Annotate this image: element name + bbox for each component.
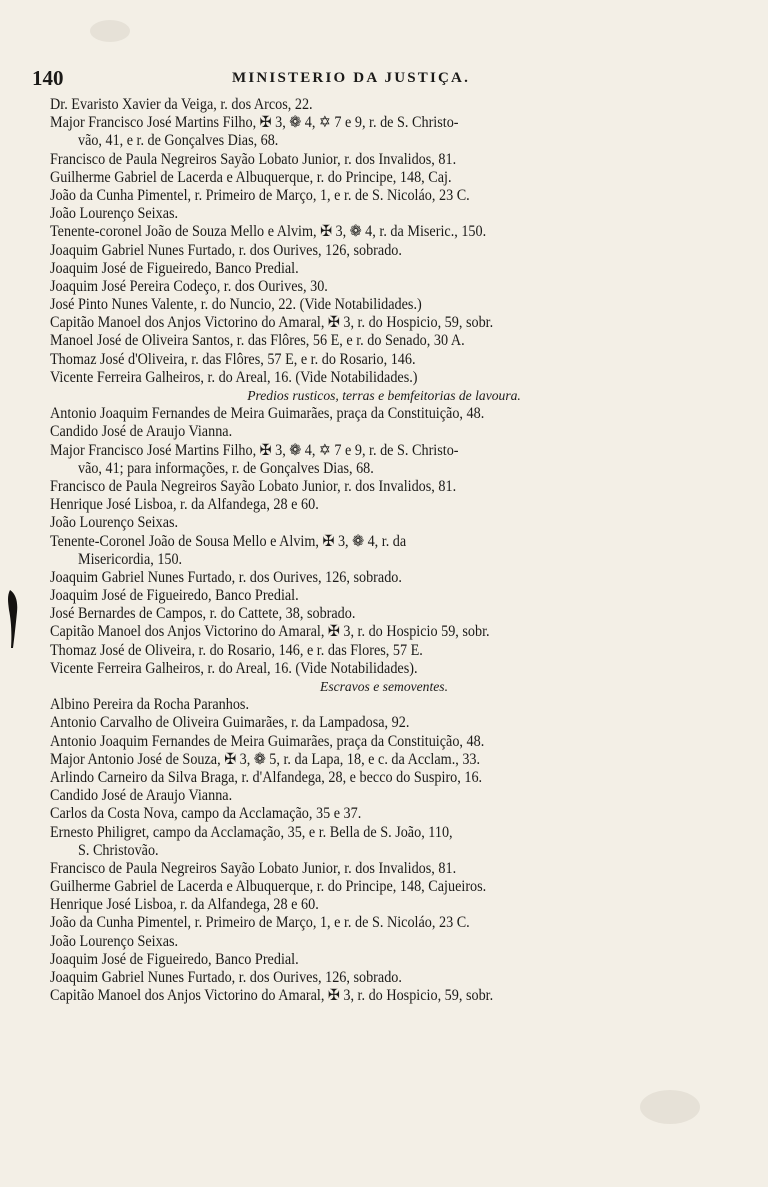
- directory-entry: [0, 151, 768, 169]
- directory-entry: [0, 860, 768, 878]
- directory-entry: [0, 660, 768, 678]
- entry-line: Joaquim Gabriel Nunes Furtado, r. dos Ourives, 126, sobrado.: [50, 568, 402, 586]
- directory-entry: [0, 733, 768, 751]
- entry-line: Thomaz José de Oliveira, r. do Rosario, 146, e r. das Flores, 57 E.: [50, 641, 423, 659]
- directory-entry: [0, 296, 768, 314]
- entry-line: José Bernardes de Campos, r. do Cattete, 38, sobrado.: [50, 605, 356, 623]
- entry-line: Francisco de Paula Negreiros Sayão Lobato Junior, r. dos Invalidos, 81.: [50, 477, 457, 495]
- directory-entry: [0, 114, 768, 150]
- entry-line: Capitão Manoel dos Anjos Victorino do Amaral, ✠ 3, r. do Hospicio, 59, sobr.: [50, 314, 494, 332]
- entry-line: José Pinto Nunes Valente, r. do Nuncio, 22. (Vide Notabilidades.): [50, 296, 422, 314]
- directory-entry: [0, 969, 768, 987]
- directory-entry: [0, 896, 768, 914]
- directory-entry: [0, 496, 768, 514]
- entry-line: Major Francisco José Martins Filho, ✠ 3, ❁ 4, ✡ 7 e 9, r. de S. Christo-: [50, 441, 459, 459]
- entry-line: João Lourenço Seixas.: [50, 205, 179, 223]
- entry-line: Thomaz José d'Oliveira, r. das Flôres, 57 E, e r. do Rosario, 146.: [50, 350, 416, 368]
- entry-line: Henrique José Lisboa, r. da Alfandega, 28 e 60.: [50, 496, 319, 514]
- directory-entry: [0, 587, 768, 605]
- directory-entry: [0, 987, 768, 1005]
- ink-blot: [6, 588, 22, 650]
- directory-entry: [0, 769, 768, 787]
- entry-line: Major Francisco José Martins Filho, ✠ 3, ❁ 4, ✡ 7 e 9, r. de S. Christo-: [50, 114, 459, 132]
- entry-line: Henrique José Lisboa, r. da Alfandega, 28 e 60.: [50, 896, 319, 914]
- entry-line: Antonio Joaquim Fernandes de Meira Guimarães, praça da Constituição, 48.: [50, 732, 485, 750]
- entry-line: Joaquim José de Figueiredo, Banco Predial.: [50, 259, 299, 277]
- page-header: [32, 66, 712, 92]
- directory-entry: [0, 187, 768, 205]
- directory-entry: [0, 351, 768, 369]
- directory-entry: [0, 405, 768, 423]
- directory-entry: [0, 805, 768, 823]
- paper-stain: [640, 1090, 700, 1124]
- section-title: Escravos e semoventes.: [320, 679, 448, 694]
- directory-entry: [0, 623, 768, 641]
- entry-line: Guilherme Gabriel de Lacerda e Albuquerque, r. do Principe, 148, Cajueiros.: [50, 878, 487, 896]
- directory-entry: [0, 369, 768, 387]
- entry-line: Guilherme Gabriel de Lacerda e Albuquerque, r. do Principe, 148, Caj.: [50, 168, 452, 186]
- directory-entry: [0, 169, 768, 187]
- directory-entry: [0, 533, 768, 569]
- directory-entry: [0, 878, 768, 896]
- entry-line: Albino Pereira da Rocha Paranhos.: [50, 696, 250, 714]
- directory-entry: [0, 605, 768, 623]
- entry-line: Tenente-coronel João de Souza Mello e Alvim, ✠ 3, ❁ 4, r. da Miseric., 150.: [50, 223, 487, 241]
- page-number: 140: [32, 66, 64, 90]
- entry-line: Antonio Joaquim Fernandes de Meira Guimarães, praça da Constituição, 48.: [50, 405, 485, 423]
- directory-entry: [0, 751, 768, 769]
- entry-line: Joaquim José de Figueiredo, Banco Predial.: [50, 950, 299, 968]
- entry-line: Candido José de Araujo Vianna.: [50, 787, 233, 805]
- directory-entry: [0, 824, 768, 860]
- entry-line: Tenente-Coronel João de Sousa Mello e Alvim, ✠ 3, ❁ 4, r. da: [50, 532, 407, 550]
- paper-stain: [90, 20, 130, 42]
- entry-line: Joaquim Gabriel Nunes Furtado, r. dos Ourives, 126, sobrado.: [50, 969, 402, 986]
- directory-entry: [0, 714, 768, 732]
- entry-line: Ernesto Philigret, campo da Acclamação, 35, e r. Bella de S. João, 110,: [50, 823, 453, 841]
- entry-line: Capitão Manoel dos Anjos Victorino do Amaral, ✠ 3, r. do Hospicio 59, sobr.: [50, 623, 490, 641]
- directory-entry: [0, 332, 768, 350]
- entry-continuation-line: vão, 41; para informações, r. de Gonçalves Dias, 68.: [78, 459, 374, 477]
- entry-line: Candido José de Araujo Vianna.: [50, 423, 233, 441]
- entry-line: João Lourenço Seixas.: [50, 514, 179, 532]
- entry-line: João Lourenço Seixas.: [50, 932, 179, 950]
- entry-line: Dr. Evaristo Xavier da Veiga, r. dos Arcos, 22.: [50, 96, 313, 113]
- running-head: MINISTERIO DA JUSTIÇA.: [232, 70, 471, 86]
- entry-line: João da Cunha Pimentel, r. Primeiro de Março, 1, e r. de S. Nicoláo, 23 C.: [50, 186, 470, 204]
- entry-line: Antonio Carvalho de Oliveira Guimarães, r. da Lampadosa, 92.: [50, 714, 410, 732]
- directory-entry: [0, 478, 768, 496]
- directory-entry: [0, 569, 768, 587]
- entry-line: Major Antonio José de Souza, ✠ 3, ❁ 5, r. da Lapa, 18, e c. da Acclam., 33.: [50, 750, 481, 768]
- directory-entry: [0, 96, 768, 114]
- directory-entry: [0, 787, 768, 805]
- directory-entry: [0, 914, 768, 932]
- entry-line: Francisco de Paula Negreiros Sayão Lobato Junior, r. dos Invalidos, 81.: [50, 150, 457, 168]
- directory-entry: [0, 696, 768, 714]
- entry-line: Manoel José de Oliveira Santos, r. das Flôres, 56 E, e r. do Senado, 30 A.: [50, 332, 465, 350]
- directory-entry: [0, 933, 768, 951]
- directory-entry: [0, 205, 768, 223]
- entry-continuation-line: Misericordia, 150.: [78, 550, 183, 568]
- directory-entry: [0, 278, 768, 296]
- directory-entry: [0, 260, 768, 278]
- directory-listing: [0, 96, 768, 1005]
- directory-entry: [0, 951, 768, 969]
- entry-line: Francisco de Paula Negreiros Sayão Lobato Junior, r. dos Invalidos, 81.: [50, 859, 457, 877]
- entry-continuation-line: vão, 41, e r. de Gonçalves Dias, 68.: [78, 132, 279, 150]
- directory-entry: [0, 242, 768, 260]
- entry-line: Vicente Ferreira Galheiros, r. do Areal, 16. (Vide Notabilidades).: [50, 659, 418, 677]
- section-title: Predios rusticos, terras e bemfeitorias de lavoura.: [247, 388, 521, 403]
- entry-line: Arlindo Carneiro da Silva Braga, r. d'Alfandega, 28, e becco do Suspiro, 16.: [50, 768, 483, 786]
- entry-line: Joaquim Gabriel Nunes Furtado, r. dos Ourives, 126, sobrado.: [50, 241, 402, 259]
- directory-entry: [0, 314, 768, 332]
- entry-line: Capitão Manoel dos Anjos Victorino do Amaral, ✠ 3, r. do Hospicio, 59, sobr.: [50, 987, 494, 1005]
- entry-line: Joaquim José Pereira Codeço, r. dos Ourives, 30.: [50, 277, 328, 295]
- entry-line: Vicente Ferreira Galheiros, r. do Areal, 16. (Vide Notabilidades.): [50, 368, 418, 386]
- directory-entry: [0, 442, 768, 478]
- directory-entry: [0, 642, 768, 660]
- entry-line: Carlos da Costa Nova, campo da Acclamação, 35 e 37.: [50, 805, 362, 823]
- entry-continuation-line: S. Christovão.: [78, 841, 159, 859]
- directory-entry: [0, 423, 768, 441]
- entry-line: João da Cunha Pimentel, r. Primeiro de Março, 1, e r. de S. Nicoláo, 23 C.: [50, 914, 470, 932]
- entry-line: Joaquim José de Figueiredo, Banco Predial.: [50, 587, 299, 605]
- directory-entry: [0, 223, 768, 241]
- directory-entry: [0, 514, 768, 532]
